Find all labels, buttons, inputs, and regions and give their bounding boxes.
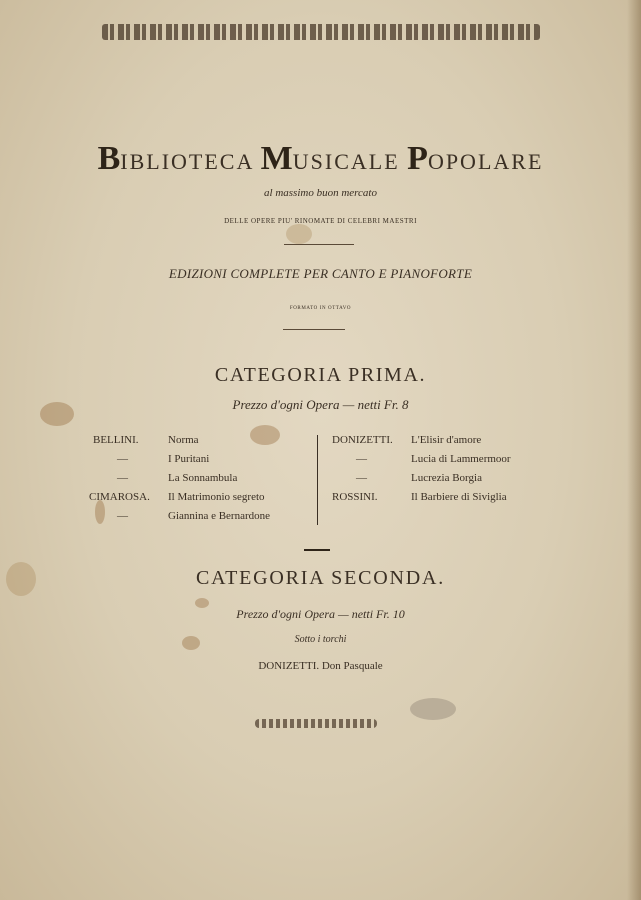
opera-title: Lucia di Lammermoor [411, 453, 511, 465]
opera-title: L'Elisir d'amore [411, 434, 482, 446]
composer-column-left [89, 431, 163, 526]
page-edge-shadow [627, 0, 641, 900]
divider [284, 244, 354, 245]
composer-name: — [356, 453, 367, 465]
section-dash [304, 549, 330, 551]
category-price: Prezzo d'ogni Opera — netti Fr. 8 [232, 397, 409, 412]
title-word: BIBLIOTECA [97, 140, 261, 177]
subtitle: al massimo buon mercato [264, 187, 377, 199]
category-note: Sotto i torchi [294, 634, 347, 645]
page-title [0, 140, 641, 178]
composer-name: — [117, 453, 128, 465]
category-price: Prezzo d'ogni Opera — netti Fr. 10 [236, 607, 405, 621]
ornament-border-top [102, 24, 540, 40]
opera-title: Norma [168, 434, 199, 446]
column-divider [317, 435, 318, 525]
composer-name: — [117, 472, 128, 484]
title-word: POPOLARE [407, 140, 544, 177]
opera-title: Lucrezia Borgia [411, 472, 482, 484]
title-word: MUSICALE [260, 140, 408, 177]
composer-column-right [332, 431, 408, 507]
composer-name: ROSSINI. [332, 491, 378, 503]
stain [286, 224, 312, 244]
divider [283, 329, 345, 330]
category-title: CATEGORIA PRIMA. [214, 364, 427, 386]
composer-name: DONIZETTI. [332, 434, 393, 446]
opera-column-left [168, 431, 308, 526]
composer-name: CIMAROSA. [89, 491, 150, 503]
composer-name: — [356, 472, 367, 484]
format-line: FORMATO IN OTTAVO [289, 306, 352, 311]
ornament-border-bottom [255, 719, 377, 728]
composer-name: — [117, 510, 128, 522]
opera-title: I Puritani [168, 453, 210, 465]
category-title: CATEGORIA SECONDA. [195, 567, 446, 589]
edition-line: EDIZIONI COMPLETE PER CANTO E PIANOFORTE [168, 266, 473, 281]
opera-title: Il Matrimonio segreto [168, 491, 265, 503]
stain [410, 698, 456, 720]
opera-column-right [411, 431, 551, 507]
opera-title: Il Barbiere di Siviglia [411, 491, 507, 503]
composer-name: BELLINI. [93, 434, 139, 446]
subtitle-caps: DELLE OPERE PIU' RINOMATE DI CELEBRI MAESTRI [224, 217, 417, 225]
opera-title: Giannina e Bernardone [168, 510, 271, 522]
opera-title: La Sonnambula [168, 472, 238, 484]
opera-entry: DONIZETTI. Don Pasquale [258, 660, 383, 672]
